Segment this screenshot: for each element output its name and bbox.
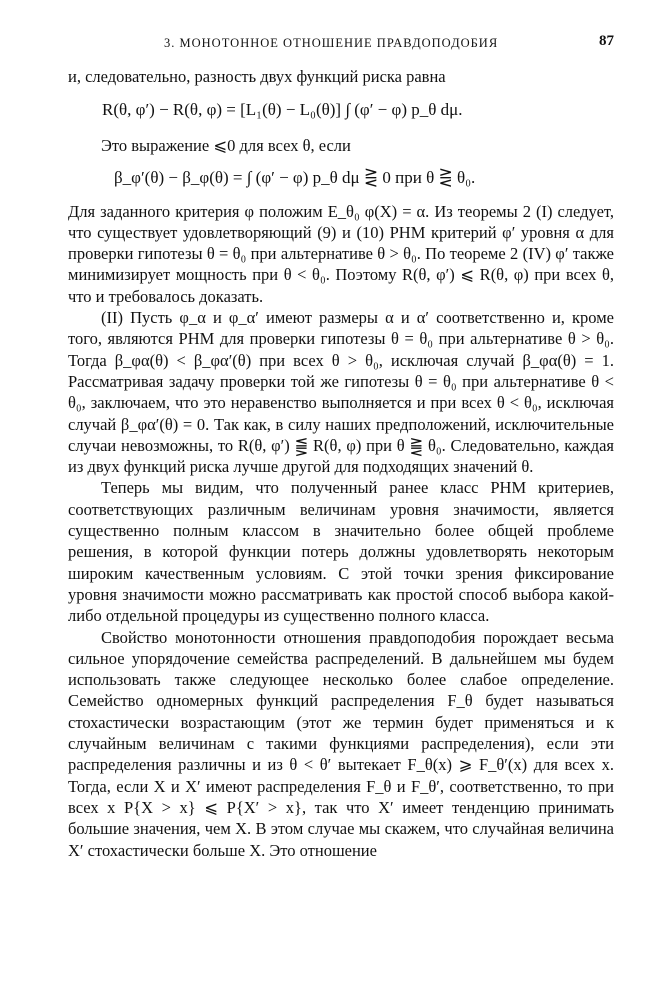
formula-power-difference: β_φ′(θ) − β_φ(θ) = ∫ (φ′ − φ) p_θ dμ ⋛ 0 при θ ⋛ θ₀. (114, 167, 476, 187)
paragraph-stochastic-ordering: Свойство монотонности отношения правдоподобия порождает весьма сильное упорядочение семейства распределений. В дальнейшем мы будем использовать также следующее несколько более слабое определение. Семейство одномерных функций распределения F_θ будет называться стохастически возрастающим (этот же термин будет применяться и к случайным величинам с такими функциями распределения), если эти распределения различны и из θ < θ′ вытекает F_θ(x) ⩾ F_θ′(x) для всех x. Тогда, если X и X′ имеют распределения F_θ и F_θ′, соответственно, то при всех x P{X > x} ⩽ P{X′ > x}, так что X′ имеет тенденцию принимать большие значения, чем X. В этом случае мы скажем, что случайная величина X′ стохастически больше X. Это отношение (68, 627, 614, 860)
running-title: 3. МОНОТОННОЕ ОТНОШЕНИЕ ПРАВДОПОДОБИЯ (164, 36, 499, 50)
paragraph-proof-part-one: Для заданного критерия φ положим E_θ₀ φ(X) = α. Из теоремы 2 (I) следует, что существует удовлетворяющий (9) и (10) РНМ критерий φ′ уровня α для проверки гипотезы θ = θ₀ при альтернативе θ > θ₀. По теореме 2 (IV) φ′ также минимизирует мощность при θ < θ₀. Поэтому R(θ, φ′) ⩽ R(θ, φ) при всех θ, что и требовалось доказать. (68, 201, 614, 306)
formula-risk-difference: R(θ, φ′) − R(θ, φ) = [L₁(θ) − L₀(θ)] ∫ (φ′ − φ) p_θ dμ. (102, 100, 463, 120)
book-page (68, 30, 614, 990)
condition-line: Это выражение ⩽0 для всех θ, если (101, 136, 351, 156)
page-header (68, 30, 614, 60)
page-number: 87 (599, 33, 614, 49)
intro-line: и, следовательно, разность двух функций риска равна (68, 67, 446, 86)
paragraph-complete-class: Теперь мы видим, что полученный ранее класс РНМ критериев, соответствующих различным величинам уровня значимости, является существенно полным классом в значительно более общей проблеме решения, в которой функции потерь должны удовлетворять некоторым широким качественным условиям. С этой точки зрения фиксирование уровня значимости можно рассматривать как простой способ выбора какой-либо отдельной процедуры из существенно полного класса. (68, 478, 614, 626)
paragraph-proof-part-two: (II) Пусть φ_α и φ_α′ имеют размеры α и α′ соответственно и, кроме того, являются РНМ для проверки гипотезы θ = θ₀ при альтернативе θ > θ₀. Тогда β_φα(θ) < β_φα′(θ) при всех θ > θ₀, исключая случай β_φα(θ) = 1. Рассматривая задачу проверки той же гипотезы θ = θ₀ при альтернативе θ < θ₀, заключаем, что это неравенство выполняется и при всех θ < θ₀, исключая случай β_φα′(θ) = 0. Так как, в силу наших предположений, исключительные случаи невозможны, то R(θ, φ′) ⪋ R(θ, φ) при θ ⪌ θ₀. Следовательно, каждая из двух функций риска лучше другой для подходящих значений θ. (68, 308, 614, 477)
